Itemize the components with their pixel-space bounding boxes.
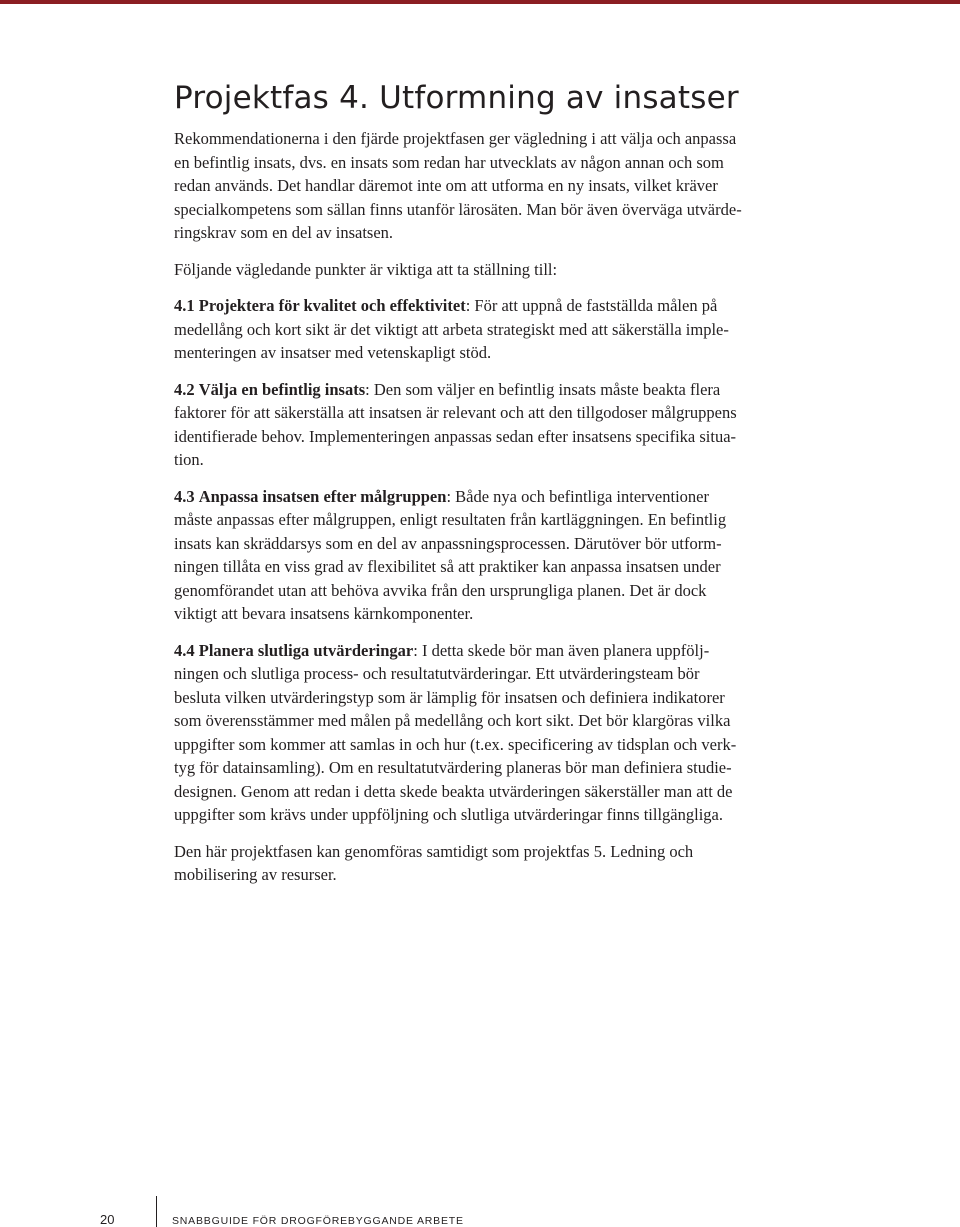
point-number: 4.3 — [174, 486, 195, 506]
text-line: Följande vägledande punkter är viktiga att ta ställning till: — [174, 259, 558, 279]
footer-divider — [156, 1196, 157, 1227]
point-text: : Både nya och befintliga interventioner — [446, 486, 709, 506]
point-4-2 — [174, 378, 786, 472]
text-line: ningen och slutliga process- och resultatutvärderingar. Ett utvärderingsteam bör — [174, 664, 700, 683]
point-4-3 — [174, 485, 786, 626]
text-line: uppgifter som kommer att samlas in och hur (t.ex. specificering av tidsplan och verk- — [174, 734, 737, 754]
text-line: besluta vilken utvärderingstyp som är lämplig för insatsen och definiera indikatorer — [174, 687, 725, 707]
text-line: specialkompetens som sällan finns utanför lärosäten. Man bör även överväga utvärde- — [174, 199, 742, 219]
text-line: ringskrav som en del av insatsen. — [174, 223, 394, 242]
text-line: tion. — [174, 450, 204, 469]
running-title: SNABBGUIDE FÖR DROGFÖREBYGGANDE ARBETE — [172, 1215, 464, 1227]
text-line: viktigt att bevara insatsens kärnkomponenter. — [174, 604, 474, 623]
point-heading: Välja en befintlig insats — [198, 379, 366, 399]
text-line: insats kan skräddarsys som en del av anpassningsprocessen. Därutöver bör utform- — [174, 533, 722, 553]
text-line: ningen tillåta en viss grad av flexibilitet så att praktiker kan anpassa insatsen under — [174, 557, 721, 576]
text-line: som överensstämmer med målen på medellång och kort sikt. Det bör klargöras vilka — [174, 711, 731, 730]
point-first-line — [174, 378, 786, 402]
point-text: : I detta skede bör man även planera uppfölj- — [413, 640, 710, 660]
text-line: designen. Genom att redan i detta skede beakta utvärderingen säkerställer man att de — [174, 781, 733, 801]
point-4-1 — [174, 294, 786, 365]
text-line: faktorer för att säkerställa att insatsen är relevant och att den tillgodoser målgruppens — [174, 403, 737, 422]
text-line: genomförandet utan att behöva avvika från den ursprungliga planen. Det är dock — [174, 580, 707, 600]
text-line: tyg för datainsamling). Om en resultatutvärdering planeras bör man definiera studie- — [174, 758, 732, 777]
text-line: uppgifter som krävs under uppföljning och slutliga utvärderingar finns tillgängliga. — [174, 805, 723, 824]
point-4-4 — [174, 639, 786, 827]
text-line: Rekommendationerna i den fjärde projektfasen ger vägledning i att välja och anpassa — [174, 129, 737, 148]
point-text: : För att uppnå de fastställda målen på — [465, 296, 718, 315]
text-line: måste anpassas efter målgruppen, enligt resultaten från kartläggningen. En befintlig — [174, 510, 727, 529]
header-accent-bar — [0, 0, 960, 4]
text-line: medellång och kort sikt är det viktigt att arbeta strategiskt med att säkerställa imple- — [174, 319, 729, 339]
text-line: en befintlig insats, dvs. en insats som redan har utvecklats av någon annan och som — [174, 152, 724, 172]
body-text — [174, 127, 786, 900]
point-first-line — [174, 639, 786, 663]
point-first-line — [174, 485, 786, 509]
page-title: Projektfas 4. Utformning av insatser — [174, 80, 739, 116]
point-heading: Planera slutliga utvärderingar — [198, 640, 414, 660]
page-number: 20 — [100, 1212, 115, 1227]
page-footer — [0, 1196, 960, 1227]
text-line: identifierade behov. Implementeringen anpassas sedan efter insatsens specifika situa- — [174, 426, 737, 446]
intro-paragraph — [174, 127, 786, 245]
lead-paragraph — [174, 258, 786, 282]
text-line: redan används. Det handlar däremot inte om att utforma en ny insats, vilket kräver — [174, 176, 718, 195]
text-line: mobilisering av resurser. — [174, 865, 337, 884]
point-number: 4.1 — [174, 296, 195, 315]
point-text: : Den som väljer en befintlig insats måste beakta flera — [365, 379, 721, 399]
text-line: menteringen av insatser med vetenskapligt stöd. — [174, 343, 492, 362]
point-first-line — [174, 294, 786, 318]
closing-paragraph — [174, 840, 786, 887]
point-heading: Anpassa insatsen efter målgruppen — [198, 486, 447, 506]
point-number: 4.4 — [174, 640, 195, 660]
point-heading: Projektera för kvalitet och effektivitet — [198, 296, 466, 315]
point-number: 4.2 — [174, 379, 195, 399]
text-line: Den här projektfasen kan genomföras samtidigt som projektfas 5. Ledning och — [174, 841, 694, 861]
